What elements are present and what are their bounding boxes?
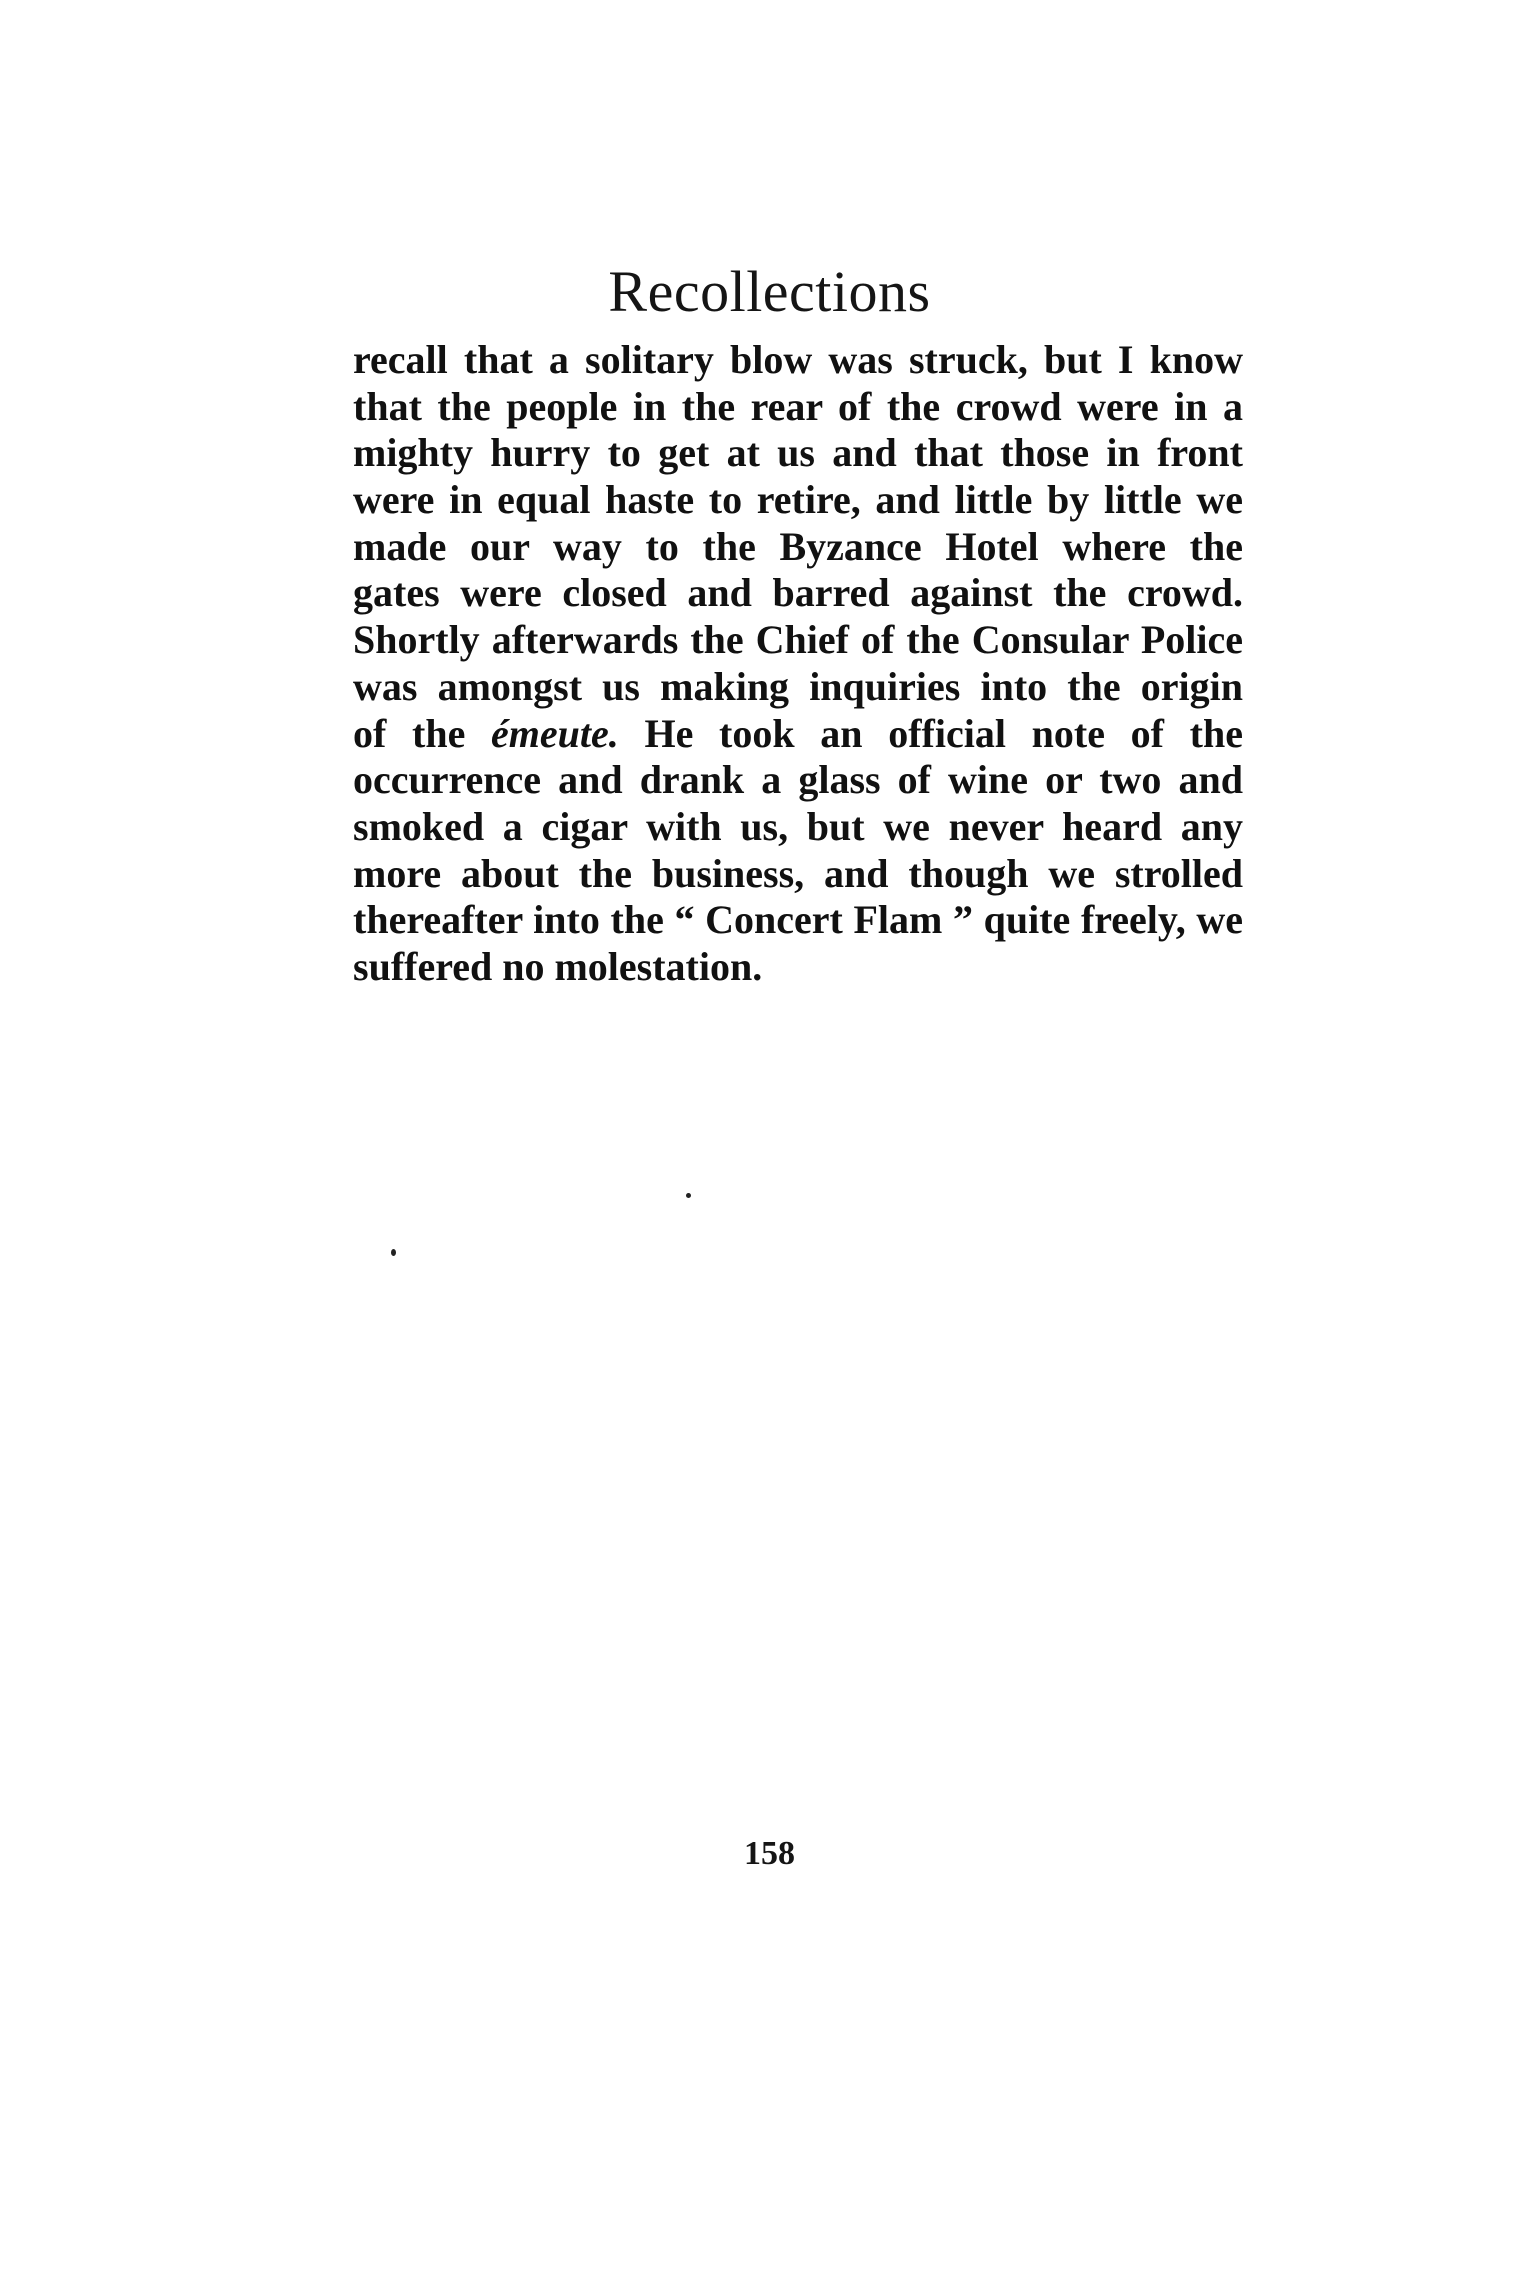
text-segment: of the [353, 710, 492, 756]
text-line: thereafter into the “ Concert Flam ” quite freely, we [353, 897, 1243, 943]
text-line: mighty hurry to get at us and that those in front [353, 430, 1243, 476]
body-paragraph [353, 337, 1243, 991]
text-segment: He took an official note of the [618, 710, 1244, 756]
ink-speck [686, 1193, 691, 1198]
text-line: were in equal haste to retire, and little by little we [353, 477, 1243, 523]
running-head: Recollections [608, 259, 931, 324]
text-line: occurrence and drank a glass of wine or two and [353, 757, 1243, 803]
text-line: that the people in the rear of the crowd were in a [353, 383, 1243, 429]
emphasized-word: émeute. [491, 710, 619, 756]
text-line: was amongst us making inquiries into the origin [353, 663, 1243, 709]
text-line [353, 711, 1243, 758]
text-line: made our way to the Byzance Hotel where the [353, 523, 1243, 569]
text-line: more about the business, and though we strolled [353, 850, 1243, 896]
text-line: Shortly afterwards the Chief of the Consular Police [353, 617, 1243, 663]
text-line: recall that a solitary blow was struck, but I know [353, 337, 1243, 382]
text-line: smoked a cigar with us, but we never heard any [353, 803, 1243, 849]
text-line: gates were closed and barred against the crowd. [353, 570, 1243, 616]
page-number: 158 [744, 1835, 795, 1872]
text-line: suffered no molestation. [353, 943, 763, 989]
ink-speck [391, 1249, 396, 1256]
